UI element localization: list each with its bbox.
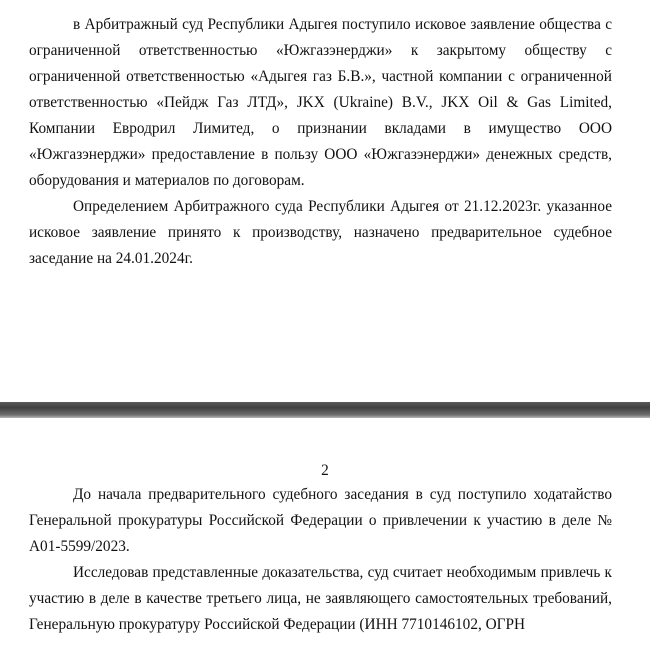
page-number: 2 — [321, 462, 329, 479]
paragraph-court-ruling: Определением Арбитражного суда Республики Адыгея от 21.12.2023г. указанное исковое заявление принято к производству, назначено предварительное судебное заседание на 24.01.2024г. — [29, 198, 612, 267]
paragraph-court-decision: Исследовав представленные доказательства, суд считает необходимым привлечь к участию в деле в качестве третьего лица, не заявляющего самостоятельных требований, Генеральную прокуратуру Российской Федерации (ИНН 7710146102, ОГРН — [29, 564, 612, 633]
paragraph-lawsuit-filed: в Арбитражный суд Республики Адыгея поступило исковое заявление общества с ограниченной ответственностью «Южгазэнерджи» к закрытому обществу с ограниченной ответственностью «Адыгея газ Б.В.», частной компании с ограниченной ответственностью «Пейдж Газ ЛТД», JKX (Ukraine) B.V., JKX Oil & Gas Limited, Компании Евродрил Лимитед, о признании вкладами в имущество ООО «Южгазэнерджи» предоставление в пользу ООО «Южгазэнерджи» денежных средств, оборудования и материалов по договорам. — [29, 16, 612, 189]
page-break-divider — [0, 402, 650, 418]
paragraph-motion-prosecutor: До начала предварительного судебного заседания в суд поступило ходатайство Генеральной прокуратуры Российской Федерации о привлечении к участию в деле № А01-5599/2023. — [29, 486, 612, 555]
